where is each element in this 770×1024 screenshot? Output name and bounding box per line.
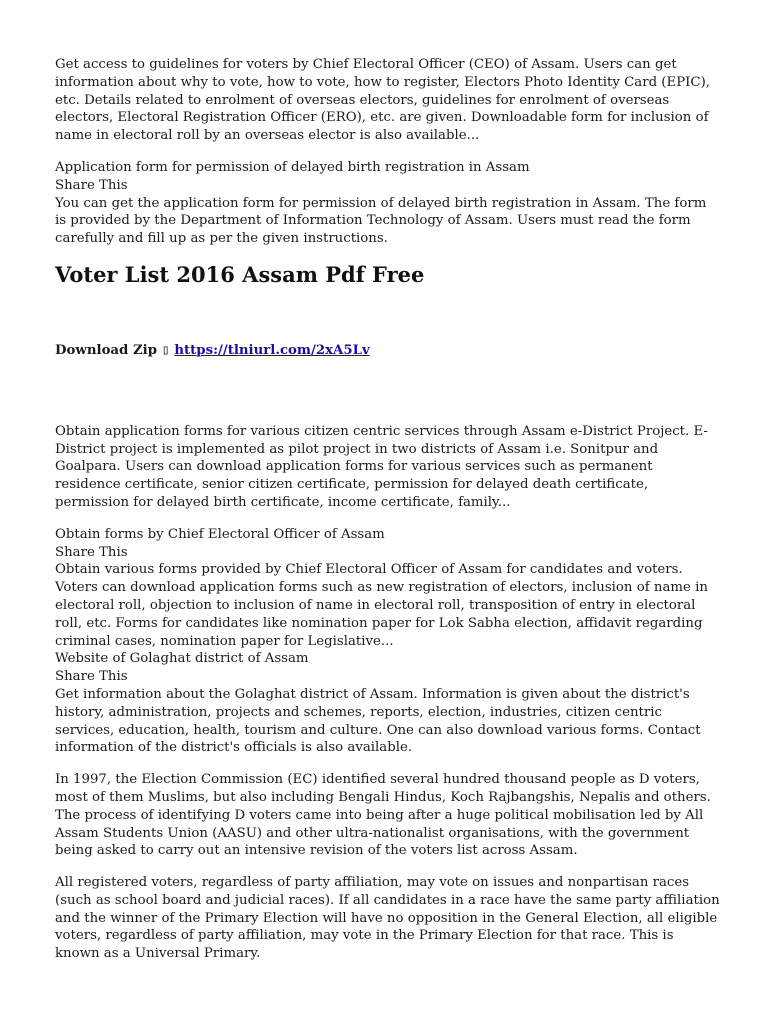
placeholder-glyph-icon: ▯ <box>161 342 170 358</box>
entry-title: Obtain forms by Chief Electoral Officer of Assam <box>55 526 385 542</box>
share-this-link[interactable]: Share This <box>55 669 128 685</box>
entry-title: Website of Golaghat district of Assam <box>55 651 309 667</box>
entry-electoral-forms <box>55 526 720 651</box>
entry-description: Obtain various forms provided by Chief Electoral Officer of Assam for candidates and voters. Voters can download application forms such as new registration of electors, inclusion of name in electoral roll, objection to inclusion of name in electoral roll, transposition of entry in electoral roll, etc. Forms for candidates like nomination paper for Lok Sabha election, affidavit regarding criminal cases, nomination paper for Legislative... <box>55 562 708 649</box>
download-link[interactable]: https://tlniurl.com/2xA5Lv <box>174 342 370 358</box>
entry-description: Get information about the Golaghat district of Assam. Information is given about the district's history, administration, projects and schemes, reports, election, industries, citizen centric services, education, health, tourism and culture. One can also download various forms. Contact information of the district's officials is also available. <box>55 686 701 756</box>
entry-description: You can get the application form for permission of delayed birth registration in Assam. The form is provided by the Department of Information Technology of Assam. Users must read the form carefully and fill up as per the given instructions. <box>55 195 707 247</box>
universal-primary-paragraph: All registered voters, regardless of party affiliation, may vote on issues and nonpartisan races (such as school board and judicial races). If all candidates in a race have the same party affiliation and the winner of the Primary Election will have no opposition in the General Election, all eligible voters, regardless of party affiliation, may vote in the Primary Election for that race. This is known as a Universal Primary. <box>55 875 720 962</box>
intro-paragraph: Get access to guidelines for voters by Chief Electoral Officer (CEO) of Assam. Users can get information about why to vote, how to vote, how to register, Electors Photo Identity Card (EPIC), etc. Details related to enrolment of overseas electors, guidelines for enrolment of overseas electors, Electoral Registration Officer (ERO), etc. are given. Downloadable form for inclusion of name in electoral roll by an overseas elector is also available... <box>55 57 710 144</box>
entry-golaghat <box>55 650 720 757</box>
edistrict-paragraph: Obtain application forms for various citizen centric services through Assam e-District Project. E-District project is implemented as pilot project in two districts of Assam i.e. Sonitpur and Goalpara. Users can download application forms for various services such as permanent residence certificate, senior citizen certificate, permission for delayed death certificate, permission for delayed birth certificate, income certificate, family... <box>55 423 708 510</box>
entry-delayed-birth <box>55 159 720 248</box>
d-voters-paragraph: In 1997, the Election Commission (EC) identified several hundred thousand people as D voters, most of them Muslims, but also including Bengali Hindus, Koch Rajbangshis, Nepalis and others. The process of identifying D voters came into being after a huge political mobilisation led by All Assam Students Union (AASU) and other ultra-nationalist organisations, with the government being asked to carry out an intensive revision of the voters list across Assam. <box>55 772 711 859</box>
share-this-link[interactable]: Share This <box>55 177 128 193</box>
download-label: Download Zip <box>55 342 158 358</box>
share-this-link[interactable]: Share This <box>55 544 128 560</box>
download-line <box>55 342 720 360</box>
entry-title: Application form for permission of delayed birth registration in Assam <box>55 159 530 175</box>
page-title: Voter List 2016 Assam Pdf Free <box>55 261 425 287</box>
